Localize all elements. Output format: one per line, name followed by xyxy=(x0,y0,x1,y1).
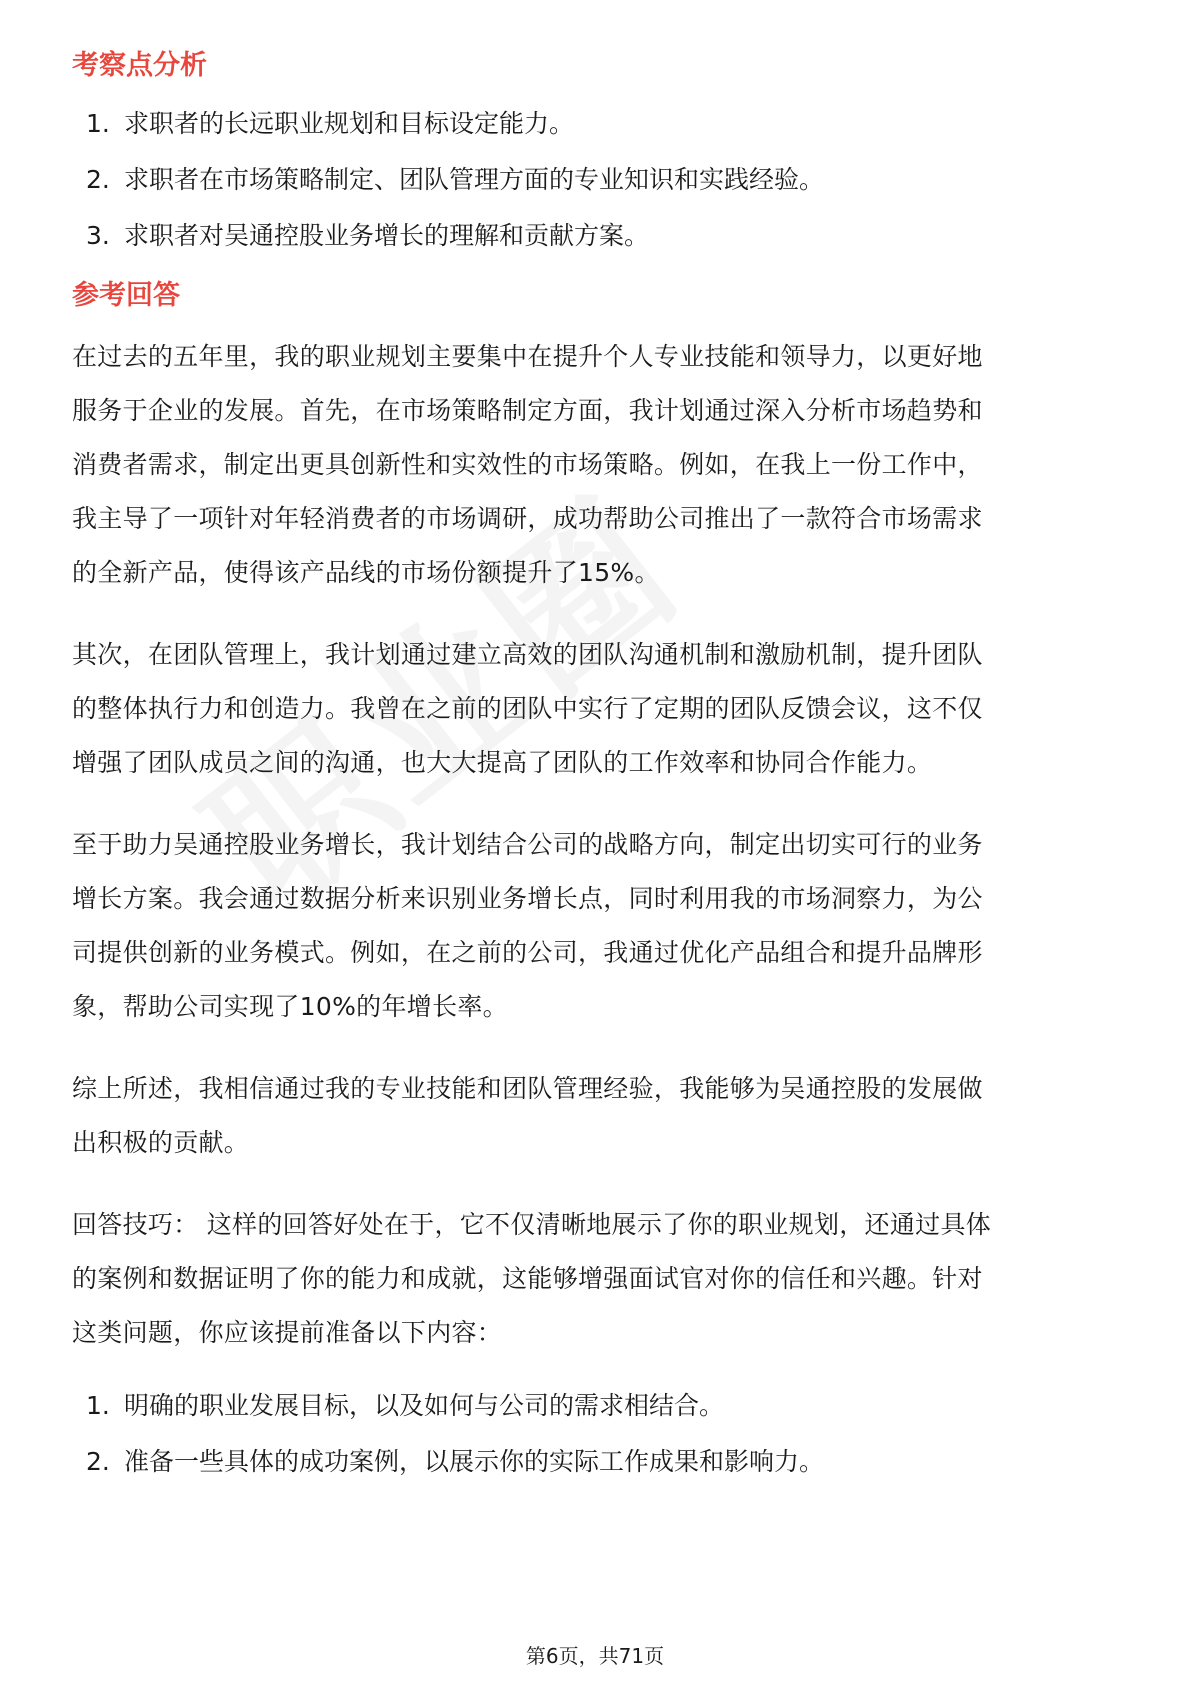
list-text: 求职者在市场策略制定、团队管理方面的专业知识和实践经验。 xyxy=(124,165,825,194)
list-number: 1. xyxy=(86,1391,110,1420)
text-line: 消费者需求，制定出更具创新性和实效性的市场策略。例如，在我上一份工作中， xyxy=(72,450,983,479)
text-line: 出积极的贡献。 xyxy=(72,1128,250,1157)
answer-tips-paragraph xyxy=(72,1198,1122,1360)
text-line: 服务于企业的发展。首先，在市场策略制定方面，我计划通过深入分析市场趋势和 xyxy=(72,396,983,425)
text-line: 司提供创新的业务模式。例如，在之前的公司，我通过优化产品组合和提升品牌形 xyxy=(72,938,983,967)
answer-title: 参考回答 xyxy=(72,280,180,311)
list-item xyxy=(72,160,1122,200)
page-number: 第6页，共71页 xyxy=(525,1644,665,1668)
analysis-title: 考察点分析 xyxy=(72,50,207,81)
answer-paragraph-4 xyxy=(72,1062,1122,1170)
list-number: 2. xyxy=(86,165,110,194)
answer-paragraph-1 xyxy=(72,330,1122,600)
text-line: 其次，在团队管理上，我计划通过建立高效的团队沟通机制和激励机制，提升团队 xyxy=(72,640,983,669)
text-line: 的整体执行力和创造力。我曾在之前的团队中实行了定期的团队反馈会议，这不仅 xyxy=(72,694,983,723)
text-line: 我主导了一项针对年轻消费者的市场调研，成功帮助公司推出了一款符合市场需求 xyxy=(72,504,983,533)
text-line: 象，帮助公司实现了10%的年增长率。 xyxy=(72,992,508,1021)
text-line: 回答技巧： 这样的回答好处在于，它不仅清晰地展示了你的职业规划，还通过具体 xyxy=(72,1210,992,1239)
list-number: 1. xyxy=(86,109,110,138)
list-item xyxy=(72,1386,1122,1426)
list-number: 2. xyxy=(86,1447,110,1476)
answer-paragraph-2 xyxy=(72,628,1122,790)
list-number: 3. xyxy=(86,221,110,250)
text-line: 在过去的五年里，我的职业规划主要集中在提升个人专业技能和领导力，以更好地 xyxy=(72,342,983,371)
list-text: 明确的职业发展目标，以及如何与公司的需求相结合。 xyxy=(124,1391,725,1420)
tips-list xyxy=(72,1386,1122,1482)
text-line: 增强了团队成员之间的沟通，也大大提高了团队的工作效率和协同合作能力。 xyxy=(72,748,933,777)
page-content xyxy=(72,46,1122,1498)
answer-paragraph-3 xyxy=(72,818,1122,1034)
text-line: 这类问题，你应该提前准备以下内容： xyxy=(72,1318,503,1347)
list-item xyxy=(72,104,1122,144)
text-line: 的案例和数据证明了你的能力和成就，这能够增强面试官对你的信任和兴趣。针对 xyxy=(72,1264,983,1293)
list-text: 求职者的长远职业规划和目标设定能力。 xyxy=(124,109,575,138)
text-line: 至于助力吴通控股业务增长，我计划结合公司的战略方向，制定出切实可行的业务 xyxy=(72,830,983,859)
text-line: 综上所述，我相信通过我的专业技能和团队管理经验，我能够为吴通控股的发展做 xyxy=(72,1074,983,1103)
analysis-list xyxy=(72,104,1122,256)
list-text: 准备一些具体的成功案例，以展示你的实际工作成果和影响力。 xyxy=(124,1447,825,1476)
text-line: 增长方案。我会通过数据分析来识别业务增长点，同时利用我的市场洞察力，为公 xyxy=(72,884,983,913)
list-text: 求职者对吴通控股业务增长的理解和贡献方案。 xyxy=(124,221,650,250)
list-item xyxy=(72,1442,1122,1482)
list-item xyxy=(72,216,1122,256)
text-line: 的全新产品，使得该产品线的市场份额提升了15%。 xyxy=(72,558,660,587)
